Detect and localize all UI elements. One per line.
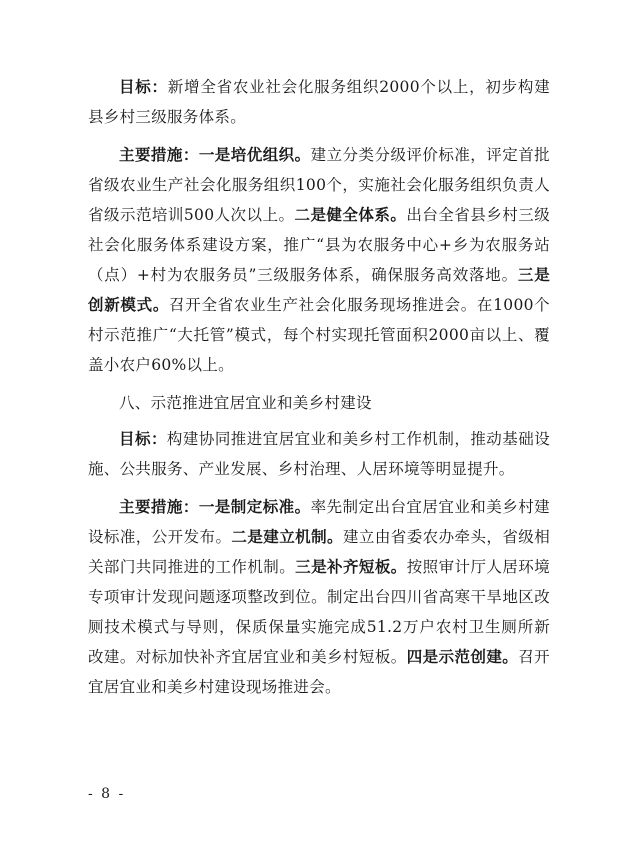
goal-text: 构建协同推进宜居宜业和美乡村工作机制，推动基础设施、公共服务、产业发展、乡村治理、人居环境等明显提升。: [88, 430, 551, 478]
label-main-measures: 主要措施：: [119, 498, 199, 516]
measure-heading-1: 一是制定标准。: [198, 498, 311, 516]
measure-text-1: 建立分类分级评价标准，评定首批省级农业生产社会化服务组织100个，实施社会化服务组织负责人省级示范培训500人次以上。: [88, 146, 550, 224]
label-main-measures: 主要措施：: [119, 146, 199, 164]
measure-text-2: 建立由省委农办牵头，省级相关部门共同推进的工作机制。: [88, 528, 550, 576]
paragraph-goal-7: [88, 72, 550, 132]
document-body: [88, 72, 550, 710]
label-goal: 目标：: [119, 78, 168, 96]
paragraph-goal-8: [88, 424, 550, 484]
paragraph-measures-8: [88, 492, 550, 702]
page-number: - 8 -: [88, 786, 126, 802]
section-heading-8: 八、示范推进宜居宜业和美乡村建设: [119, 394, 372, 412]
measure-heading-3: 三是创新模式。: [88, 266, 551, 314]
measure-text-3: 召开全省农业生产社会化服务现场推进会。在1000个村示范推广“大托管”模式，每个村实现托管面积2000亩以上、覆盖小农户60%以上。: [88, 296, 550, 374]
measure-heading-1: 一是培优组织。: [198, 146, 311, 164]
measure-heading-2: 二是健全体系。: [294, 206, 407, 224]
measure-text-3: 按照审计厅人居环境专项审计发现问题逐项整改到位。制定出台四川省高寒干旱地区改厕技术模式与导则，保质保量实施完成51.2万户农村卫生厕所新改建。对标加快补齐宜居宜业和美乡村短板。: [88, 558, 550, 666]
measure-text-4: 召开宜居宜业和美乡村建设现场推进会。: [88, 648, 550, 696]
measure-text-1: 率先制定出台宜居宜业和美乡村建设标准，公开发布。: [88, 498, 550, 546]
measure-heading-2: 二是建立机制。: [231, 528, 343, 546]
measure-text-2: 出台全省县乡村三级社会化服务体系建设方案，推广“县为农服务中心+乡为农服务站（点）+村为农服务员”三级服务体系，确保服务高效落地。: [88, 206, 550, 284]
goal-text: 新增全省农业社会化服务组织2000个以上，初步构建县乡村三级服务体系。: [88, 78, 550, 126]
paragraph-measures-7: [88, 140, 550, 380]
measure-heading-4: 四是示范创建。: [406, 648, 519, 666]
label-goal: 目标：: [119, 430, 167, 448]
measure-heading-3: 三是补齐短板。: [295, 558, 407, 576]
